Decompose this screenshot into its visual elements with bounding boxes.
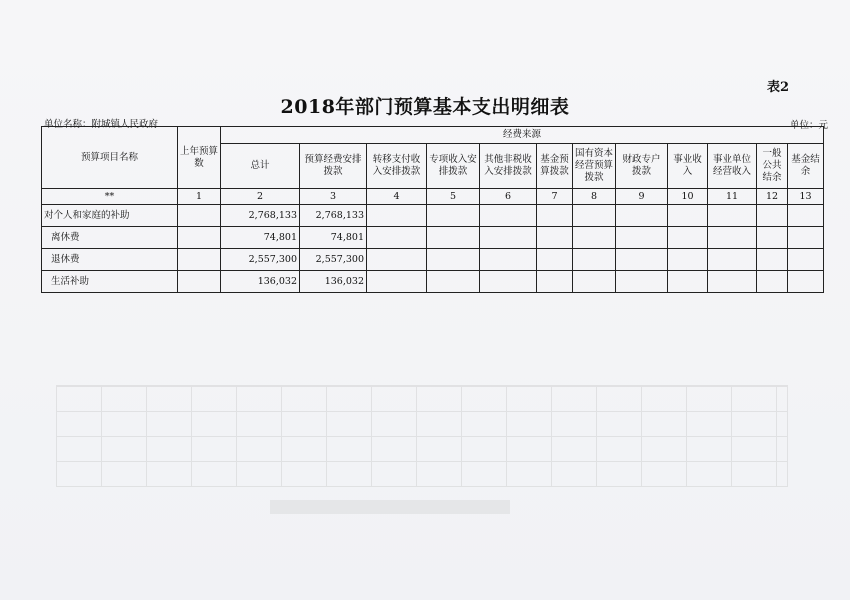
table-row	[42, 205, 824, 227]
index-cell: 6	[480, 189, 537, 205]
cell-total: 74,801	[221, 227, 300, 249]
table-row	[42, 271, 824, 293]
cell	[480, 271, 537, 293]
index-cell: 13	[788, 189, 824, 205]
index-cell: 9	[616, 189, 668, 205]
index-cell: 1	[178, 189, 221, 205]
cell-budget-appropriation: 2,768,133	[300, 205, 367, 227]
cell	[427, 205, 480, 227]
document-title: 2018年部门预算基本支出明细表	[280, 96, 570, 118]
cell	[367, 227, 427, 249]
cell-prev-year	[178, 249, 221, 271]
cell-prev-year	[178, 271, 221, 293]
header-col: 总计	[221, 144, 300, 189]
table-row	[42, 227, 824, 249]
cell-budget-appropriation: 74,801	[300, 227, 367, 249]
cell	[573, 227, 616, 249]
cell	[537, 227, 573, 249]
index-cell: 12	[757, 189, 788, 205]
cell	[537, 249, 573, 271]
cell	[537, 205, 573, 227]
cell	[708, 249, 757, 271]
index-cell: 11	[708, 189, 757, 205]
cell	[668, 227, 708, 249]
bleed-through-table	[56, 385, 788, 487]
index-row	[42, 189, 824, 205]
cell-budget-appropriation: 136,032	[300, 271, 367, 293]
row-name: 生活补助	[42, 271, 178, 293]
cell-total: 136,032	[221, 271, 300, 293]
header-col: 预算经费安排拨款	[300, 144, 367, 189]
cell	[616, 205, 668, 227]
bleed-through-title	[270, 500, 510, 514]
cell-prev-year	[178, 205, 221, 227]
header-funding-source: 经费来源	[221, 127, 824, 144]
cell	[757, 227, 788, 249]
cell	[480, 249, 537, 271]
cell	[427, 271, 480, 293]
row-name: 对个人和家庭的补助	[42, 205, 178, 227]
cell	[616, 271, 668, 293]
cell	[367, 205, 427, 227]
index-cell: 8	[573, 189, 616, 205]
cell	[668, 205, 708, 227]
header-col: 国有资本经营预算拨款	[573, 144, 616, 189]
header-col: 转移支付收入安排拨款	[367, 144, 427, 189]
cell	[616, 249, 668, 271]
budget-table	[41, 126, 824, 293]
table-row	[42, 249, 824, 271]
cell	[367, 271, 427, 293]
cell	[708, 271, 757, 293]
cell	[480, 205, 537, 227]
index-cell: 4	[367, 189, 427, 205]
index-cell: 10	[668, 189, 708, 205]
cell	[573, 205, 616, 227]
header-col: 一般公共结余	[757, 144, 788, 189]
cell	[788, 227, 824, 249]
header-col: 专项收入安排拨款	[427, 144, 480, 189]
unit-label: 单位：元	[789, 120, 828, 131]
cell-total: 2,557,300	[221, 249, 300, 271]
index-cell: 3	[300, 189, 367, 205]
cell	[788, 249, 824, 271]
row-name: 退休费	[42, 249, 178, 271]
cell	[367, 249, 427, 271]
cell	[757, 271, 788, 293]
cell	[616, 227, 668, 249]
cell	[708, 205, 757, 227]
organization-label: 单位名称：附城镇人民政府	[44, 119, 159, 130]
cell	[668, 249, 708, 271]
cell-total: 2,768,133	[221, 205, 300, 227]
sheet-label: 表2	[767, 80, 790, 95]
cell-prev-year	[178, 227, 221, 249]
cell	[668, 271, 708, 293]
cell	[427, 227, 480, 249]
cell	[573, 249, 616, 271]
index-cell: **	[42, 189, 178, 205]
header-col: 基金预算拨款	[537, 144, 573, 189]
cell	[757, 249, 788, 271]
cell	[757, 205, 788, 227]
cell	[788, 271, 824, 293]
header-col: 基金结余	[788, 144, 824, 189]
cell	[573, 271, 616, 293]
index-cell: 5	[427, 189, 480, 205]
row-name: 离休费	[42, 227, 178, 249]
header-prev-year: 上年预算数	[178, 127, 221, 189]
cell	[708, 227, 757, 249]
cell	[480, 227, 537, 249]
header-col: 事业收入	[668, 144, 708, 189]
cell	[427, 249, 480, 271]
index-cell: 2	[221, 189, 300, 205]
cell	[788, 205, 824, 227]
header-col: 事业单位经营收入	[708, 144, 757, 189]
cell	[537, 271, 573, 293]
header-col: 财政专户拨款	[616, 144, 668, 189]
index-cell: 7	[537, 189, 573, 205]
cell-budget-appropriation: 2,557,300	[300, 249, 367, 271]
header-item-name: 预算项目名称	[42, 127, 178, 189]
header-col: 其他非税收入安排拨款	[480, 144, 537, 189]
